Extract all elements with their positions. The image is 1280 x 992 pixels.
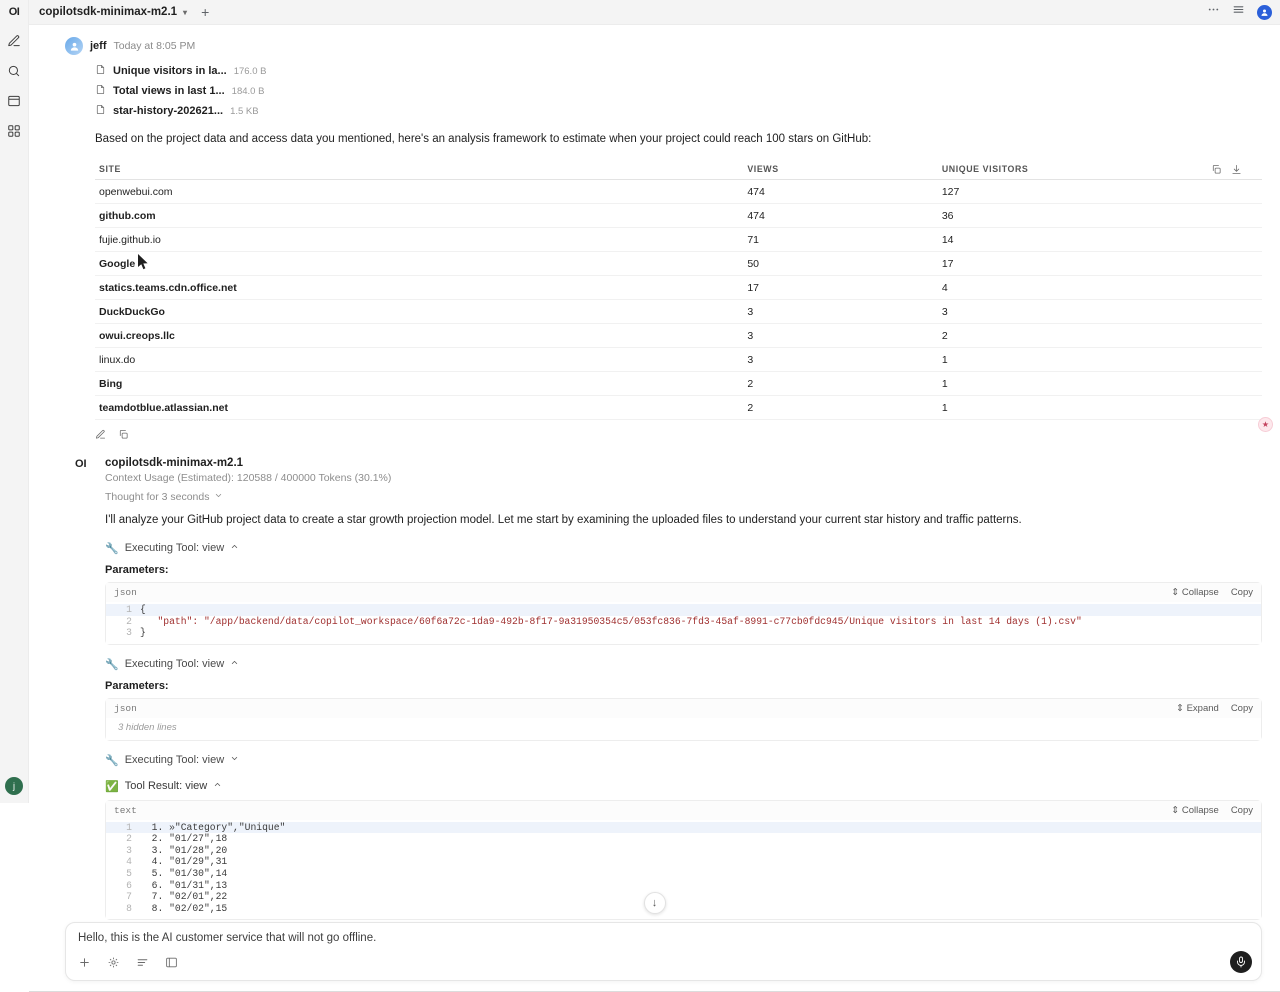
cell-views: 2 bbox=[743, 372, 938, 396]
cell-unique-visitors: 3 bbox=[938, 300, 1262, 324]
cell-views: 3 bbox=[743, 324, 938, 348]
column-header-site[interactable]: SITE bbox=[95, 160, 743, 180]
chevron-up-icon[interactable] bbox=[213, 780, 222, 792]
line-text: 4. "01/29",31 bbox=[140, 856, 228, 868]
parameters-label-2: Parameters: bbox=[105, 679, 169, 692]
code-line bbox=[106, 616, 1261, 628]
screenshot-icon[interactable] bbox=[165, 956, 178, 974]
chevron-up-icon[interactable] bbox=[230, 658, 239, 670]
attachment-name: Total views in last 1... bbox=[113, 85, 225, 97]
column-header-unique-visitors[interactable]: UNIQUE VISITORS bbox=[938, 160, 1262, 180]
code-block-header-1 bbox=[106, 583, 1261, 602]
line-text: } bbox=[140, 627, 146, 639]
title-bar bbox=[29, 0, 1280, 25]
tool-label: Executing Tool: view bbox=[124, 754, 225, 767]
cell-views: 17 bbox=[743, 276, 938, 300]
line-number: 2 bbox=[126, 615, 132, 627]
message-composer[interactable] bbox=[65, 922, 1262, 981]
line-number: 1 bbox=[126, 603, 132, 615]
cell-unique-visitors: 4 bbox=[938, 276, 1262, 300]
wrench-icon: 🔧 bbox=[105, 658, 119, 671]
cell-site: fujie.github.io bbox=[95, 228, 743, 252]
cell-unique-visitors: 1 bbox=[938, 372, 1262, 396]
search-icon[interactable] bbox=[3, 60, 25, 82]
tool-label: Tool Result: view bbox=[124, 780, 208, 793]
cell-views: 474 bbox=[743, 180, 938, 204]
cell-unique-visitors: 2 bbox=[938, 324, 1262, 348]
line-text: 8. "02/02",15 bbox=[140, 902, 228, 914]
code-block-header-result bbox=[106, 801, 1261, 820]
copy-button[interactable]: Copy bbox=[1230, 702, 1253, 714]
line-text: 3. "01/28",20 bbox=[140, 844, 228, 856]
attachment-size: 176.0 B bbox=[233, 65, 267, 77]
message-actions bbox=[95, 427, 1262, 445]
apps-icon[interactable] bbox=[3, 120, 25, 142]
cell-site: linux.do bbox=[95, 348, 743, 372]
tools-icon[interactable] bbox=[107, 956, 120, 974]
cell-unique-visitors: 17 bbox=[938, 252, 1262, 276]
copy-icon[interactable] bbox=[118, 427, 129, 445]
line-number: 3 bbox=[126, 844, 132, 856]
assistant-body-text: I'll analyze your GitHub project data to create a star growth projection model. Let me start by examining the uploaded files to understand your current star history and traffic patterns. bbox=[105, 514, 1022, 527]
line-text: 2. "01/27",18 bbox=[140, 833, 228, 845]
scroll-to-bottom-button[interactable]: ↓ bbox=[644, 892, 666, 914]
code-block-body-result[interactable] bbox=[106, 820, 1261, 920]
chevron-down-icon[interactable] bbox=[230, 754, 239, 766]
new-tab-button[interactable]: + bbox=[201, 4, 210, 20]
table-row bbox=[95, 276, 1262, 300]
attachment-name: star-history-202621... bbox=[113, 105, 224, 117]
code-block-header-2 bbox=[106, 699, 1261, 718]
chevron-down-icon[interactable]: ▾ bbox=[183, 7, 188, 17]
cell-views: 3 bbox=[743, 300, 938, 324]
tool-executing-header-1[interactable] bbox=[105, 542, 1262, 555]
chevron-down-icon[interactable] bbox=[214, 491, 223, 503]
line-number: 6 bbox=[126, 879, 132, 891]
app-logo: OI bbox=[8, 6, 20, 18]
message-paragraph: Based on the project data and access data you mentioned, here's an analysis framework to estimate when your project could reach 100 stars on GitHub: bbox=[95, 133, 872, 145]
line-text: 6. "01/31",13 bbox=[140, 879, 228, 891]
file-icon bbox=[95, 64, 106, 78]
code-language-label: text bbox=[114, 804, 137, 816]
line-text: 5. "01/30",14 bbox=[140, 868, 228, 880]
chevron-up-icon[interactable] bbox=[230, 542, 239, 554]
workspace-icon[interactable] bbox=[3, 90, 25, 112]
table-row bbox=[95, 204, 1262, 228]
cell-unique-visitors: 14 bbox=[938, 228, 1262, 252]
table-row bbox=[95, 396, 1262, 420]
check-icon: ✅ bbox=[105, 780, 119, 793]
attachment-name: Unique visitors in la... bbox=[113, 65, 227, 77]
line-number: 1 bbox=[126, 821, 132, 833]
code-block-1 bbox=[105, 582, 1262, 645]
cell-site: owui.creops.llc bbox=[95, 324, 743, 348]
composer-wrapper bbox=[29, 922, 1280, 991]
parameters-label-1: Parameters: bbox=[105, 563, 169, 576]
main-column bbox=[29, 0, 1280, 945]
line-text: "path": "/app/backend/data/copilot_workspace/60f6a72c-1da9-492b-8f17-9a31950354c5/053fc836-7fd3-45af-8991-c77cb0fdc945/Unique visitors in last 14 days (1).csv" bbox=[140, 615, 1082, 627]
left-rail bbox=[0, 0, 29, 803]
cell-site: Google bbox=[95, 252, 743, 276]
code-line bbox=[106, 903, 1261, 915]
message-input[interactable]: Hello, this is the AI customer service that will not go offline. bbox=[78, 932, 377, 945]
tool-label: Executing Tool: view bbox=[124, 658, 225, 671]
assistant-header bbox=[65, 457, 1262, 922]
cell-unique-visitors: 36 bbox=[938, 204, 1262, 228]
cell-site: openwebui.com bbox=[95, 180, 743, 204]
code-line bbox=[106, 856, 1261, 868]
code-line bbox=[106, 627, 1261, 639]
code-line bbox=[106, 868, 1261, 880]
collapse-button[interactable]: ⇕ Collapse bbox=[1171, 586, 1219, 598]
line-number: 7 bbox=[126, 891, 132, 903]
code-block-result bbox=[105, 800, 1262, 921]
copy-button[interactable]: Copy bbox=[1230, 804, 1253, 816]
edit-icon[interactable] bbox=[95, 427, 106, 445]
column-header-views[interactable]: VIEWS bbox=[743, 160, 938, 180]
sidebar-toggle-icon[interactable] bbox=[1232, 3, 1245, 21]
title-bar-actions bbox=[1207, 3, 1272, 21]
cell-views: 3 bbox=[743, 348, 938, 372]
file-icon bbox=[95, 84, 106, 98]
code-line bbox=[106, 822, 1261, 834]
avatar-initial: j bbox=[13, 781, 15, 791]
new-chat-icon[interactable] bbox=[3, 30, 25, 52]
cell-site: teamdotblue.atlassian.net bbox=[95, 396, 743, 420]
profile-avatar[interactable] bbox=[1257, 5, 1272, 20]
code-line bbox=[106, 880, 1261, 892]
message-timestamp: Today at 8:05 PM bbox=[113, 40, 196, 52]
cell-views: 474 bbox=[743, 204, 938, 228]
cell-site: DuckDuckGo bbox=[95, 300, 743, 324]
code-block-body-1[interactable] bbox=[106, 602, 1261, 644]
more-options-icon[interactable] bbox=[1207, 3, 1220, 21]
attachment-size: 184.0 B bbox=[231, 85, 265, 97]
line-number: 2 bbox=[126, 833, 132, 845]
menu-icon[interactable] bbox=[136, 956, 149, 974]
data-table-wrapper bbox=[65, 160, 1262, 420]
table-header-row bbox=[95, 160, 1262, 180]
hidden-lines-note[interactable]: 3 hidden lines bbox=[106, 718, 1261, 740]
cell-site: statics.teams.cdn.office.net bbox=[95, 276, 743, 300]
user-message-header bbox=[65, 37, 1262, 55]
list-item[interactable] bbox=[95, 61, 1262, 81]
table-row bbox=[95, 372, 1262, 396]
expand-button[interactable]: ⇕ Expand bbox=[1175, 702, 1219, 714]
copy-table-icon[interactable] bbox=[1211, 162, 1222, 180]
tool-executing-header-2[interactable] bbox=[105, 658, 1262, 671]
thought-label: Thought for 3 seconds bbox=[105, 491, 210, 504]
line-number: 4 bbox=[126, 856, 132, 868]
cell-unique-visitors: 1 bbox=[938, 348, 1262, 372]
collapse-button[interactable]: ⇕ Collapse bbox=[1171, 804, 1219, 816]
attachment-size: 1.5 KB bbox=[230, 105, 259, 117]
tab-title: copilotsdk-minimax-m2.1 bbox=[39, 6, 178, 18]
tool-result-header[interactable] bbox=[105, 780, 1262, 793]
cell-unique-visitors: 127 bbox=[938, 180, 1262, 204]
site-traffic-table bbox=[95, 160, 1262, 420]
line-number: 8 bbox=[126, 902, 132, 914]
table-row bbox=[95, 324, 1262, 348]
code-line bbox=[106, 845, 1261, 857]
line-text: 7. "02/01",22 bbox=[140, 891, 228, 903]
code-line bbox=[106, 891, 1261, 903]
table-row bbox=[95, 348, 1262, 372]
wrench-icon: 🔧 bbox=[105, 754, 119, 767]
line-number: 5 bbox=[126, 868, 132, 880]
composer-toolbar bbox=[78, 956, 1249, 974]
file-icon bbox=[95, 104, 106, 118]
cell-unique-visitors: 1 bbox=[938, 396, 1262, 420]
code-line bbox=[106, 833, 1261, 845]
list-item[interactable] bbox=[95, 81, 1262, 101]
code-language-label: json bbox=[114, 702, 137, 714]
user-avatar bbox=[65, 37, 83, 55]
tool-executing-header-3[interactable] bbox=[105, 754, 1262, 767]
context-usage-text: Context Usage (Estimated): 120588 / 400000 Tokens (30.1%) bbox=[105, 472, 392, 485]
copy-button[interactable]: Copy bbox=[1230, 586, 1253, 598]
table-row bbox=[95, 228, 1262, 252]
tab-active[interactable] bbox=[35, 6, 191, 18]
assistant-side-badge[interactable]: ★ bbox=[1258, 417, 1273, 432]
list-item[interactable] bbox=[95, 101, 1262, 121]
plus-icon[interactable] bbox=[78, 956, 91, 974]
thought-summary[interactable] bbox=[105, 491, 1262, 503]
conversation-area[interactable] bbox=[29, 25, 1280, 922]
code-line bbox=[106, 604, 1261, 616]
assistant-model-name: copilotsdk-minimax-m2.1 bbox=[105, 457, 244, 470]
line-number: 3 bbox=[126, 627, 132, 639]
assistant-logo: OI bbox=[75, 458, 87, 471]
user-name: jeff bbox=[90, 40, 107, 52]
table-toolbar bbox=[1211, 162, 1242, 180]
attachment-list bbox=[95, 61, 1262, 121]
assistant-message bbox=[65, 457, 1262, 922]
code-language-label: json bbox=[114, 586, 137, 598]
line-text: { bbox=[140, 603, 146, 615]
cell-site: github.com bbox=[95, 204, 743, 228]
tool-label: Executing Tool: view bbox=[124, 542, 225, 555]
wrench-icon: 🔧 bbox=[105, 542, 119, 555]
cell-views: 71 bbox=[743, 228, 938, 252]
table-row bbox=[95, 300, 1262, 324]
rail-user-avatar[interactable] bbox=[5, 777, 23, 795]
cell-views: 50 bbox=[743, 252, 938, 276]
cell-site: Bing bbox=[95, 372, 743, 396]
code-block-2 bbox=[105, 698, 1262, 741]
cell-views: 2 bbox=[743, 396, 938, 420]
line-text: 1. »"Category","Unique" bbox=[140, 821, 286, 833]
table-row bbox=[95, 180, 1262, 204]
table-row bbox=[95, 252, 1262, 276]
download-table-icon[interactable] bbox=[1231, 162, 1242, 180]
